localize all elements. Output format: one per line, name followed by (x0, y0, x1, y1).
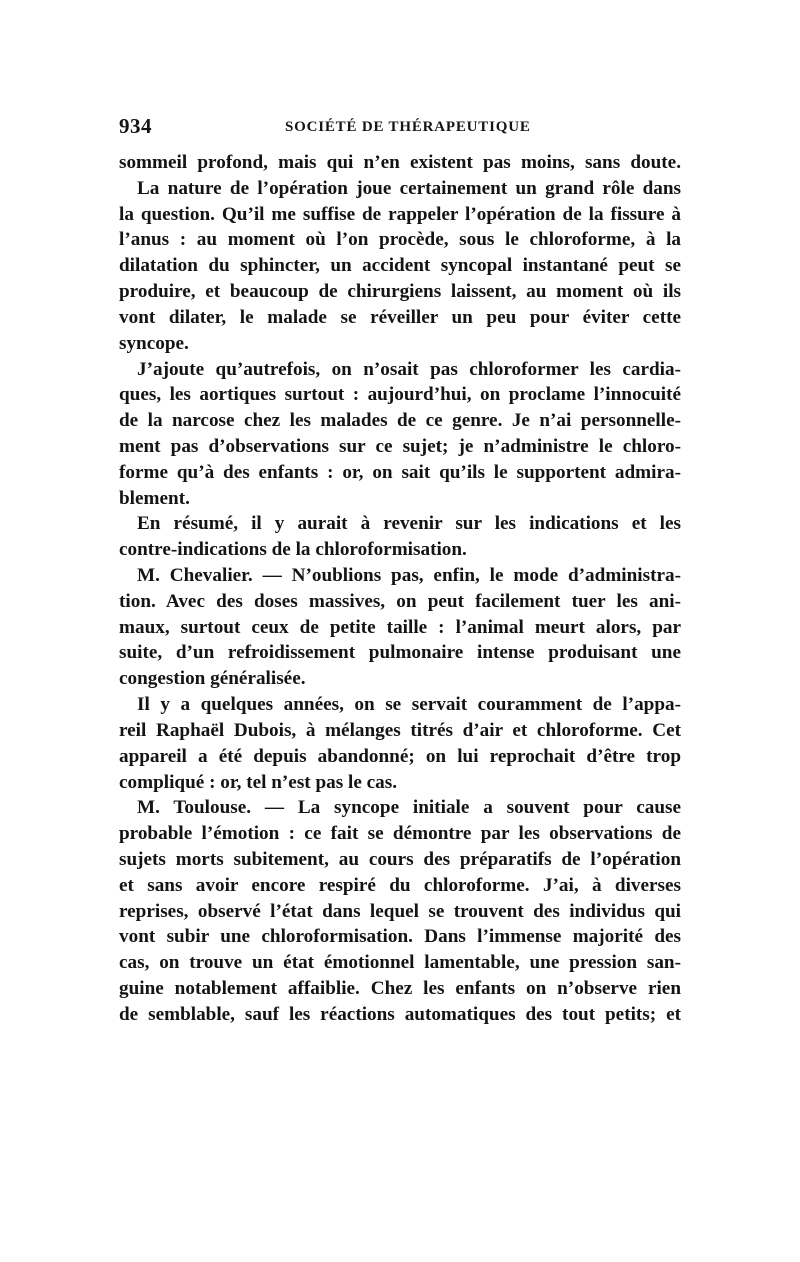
text-line: forme qu’à des enfants : or, on sait qu’ils le supportent admira- (119, 461, 681, 483)
text-line: et sans avoir encore respiré du chloroforme. J’ai, à diverses (119, 874, 681, 896)
text-line: Il y a quelques années, on se servait couramment de l’appa- (137, 694, 681, 716)
text-line: probable l’émotion : ce fait se démontre par les observations de (119, 823, 681, 845)
text-line: congestion généralisée. (119, 668, 306, 690)
text-line: sommeil profond, mais qui n’en existent pas moins, sans doute. (119, 152, 681, 173)
page-header (119, 114, 681, 144)
body-text (119, 150, 681, 1028)
text-line: La nature de l’opération joue certainement un grand rôle dans (137, 177, 681, 199)
text-line: vont subir une chloroformisation. Dans l’immense majorité des (119, 926, 681, 948)
text-line: cas, on trouve un état émotionnel lamentable, une pression san- (119, 952, 681, 974)
text-line: l’anus : au moment où l’on procède, sous le chloroforme, à la (119, 229, 681, 251)
text-line: blement. (119, 487, 190, 509)
text-line: appareil a été depuis abandonné; on lui reprochait d’être trop (119, 745, 681, 767)
running-head: SOCIÉTÉ DE THÉRAPEUTIQUE (285, 119, 531, 135)
text-line: reprises, observé l’état dans lequel se trouvent des individus qui (119, 900, 681, 922)
text-line: de semblable, sauf les réactions automatiques des tout petits; et (119, 1003, 681, 1025)
text-line: M. Toulouse. — La syncope initiale a souvent pour cause (137, 797, 681, 819)
text-line: reil Raphaël Dubois, à mélanges titrés d’air et chloroforme. Cet (119, 719, 681, 741)
text-line: guine notablement affaiblie. Chez les enfants on n’observe rien (119, 978, 681, 999)
text-line: produire, et beaucoup de chirurgiens laissent, au moment où ils (119, 281, 681, 303)
text-line: dilatation du sphincter, un accident syncopal instantané peut se (119, 255, 681, 277)
text-line: En résumé, il y aurait à revenir sur les indications et les (137, 513, 681, 535)
text-line: de la narcose chez les malades de ce genre. Je n’ai personnelle- (119, 410, 681, 432)
text-line: sujets morts subitement, au cours des préparatifs de l’opération (119, 848, 681, 870)
text-line: M. Chevalier. — N’oublions pas, enfin, le mode d’administra- (137, 565, 681, 586)
text-line: tion. Avec des doses massives, on peut facilement tuer les ani- (119, 590, 681, 612)
text-line: la question. Qu’il me suffise de rappeler l’opération de la fissure à (119, 203, 681, 225)
text-line: vont dilater, le malade se réveiller un peu pour éviter cette (119, 306, 681, 328)
text-line: maux, surtout ceux de petite taille : l’animal meurt alors, par (119, 616, 681, 638)
text-line: ment pas d’observations sur ce sujet; je n’administre le chloro- (119, 435, 681, 457)
text-line: J’ajoute qu’autrefois, on n’osait pas chloroformer les cardia- (137, 358, 681, 380)
text-line: contre-indications de la chloroformisation. (119, 539, 467, 561)
text-line: suite, d’un refroidissement pulmonaire intense produisant une (119, 642, 681, 664)
text-line: ques, les aortiques surtout : aujourd’hui, on proclame l’innocuité (119, 384, 681, 406)
text-line: syncope. (119, 332, 189, 354)
page-number: 934 (119, 114, 152, 138)
text-line: compliqué : or, tel n’est pas le cas. (119, 771, 398, 793)
